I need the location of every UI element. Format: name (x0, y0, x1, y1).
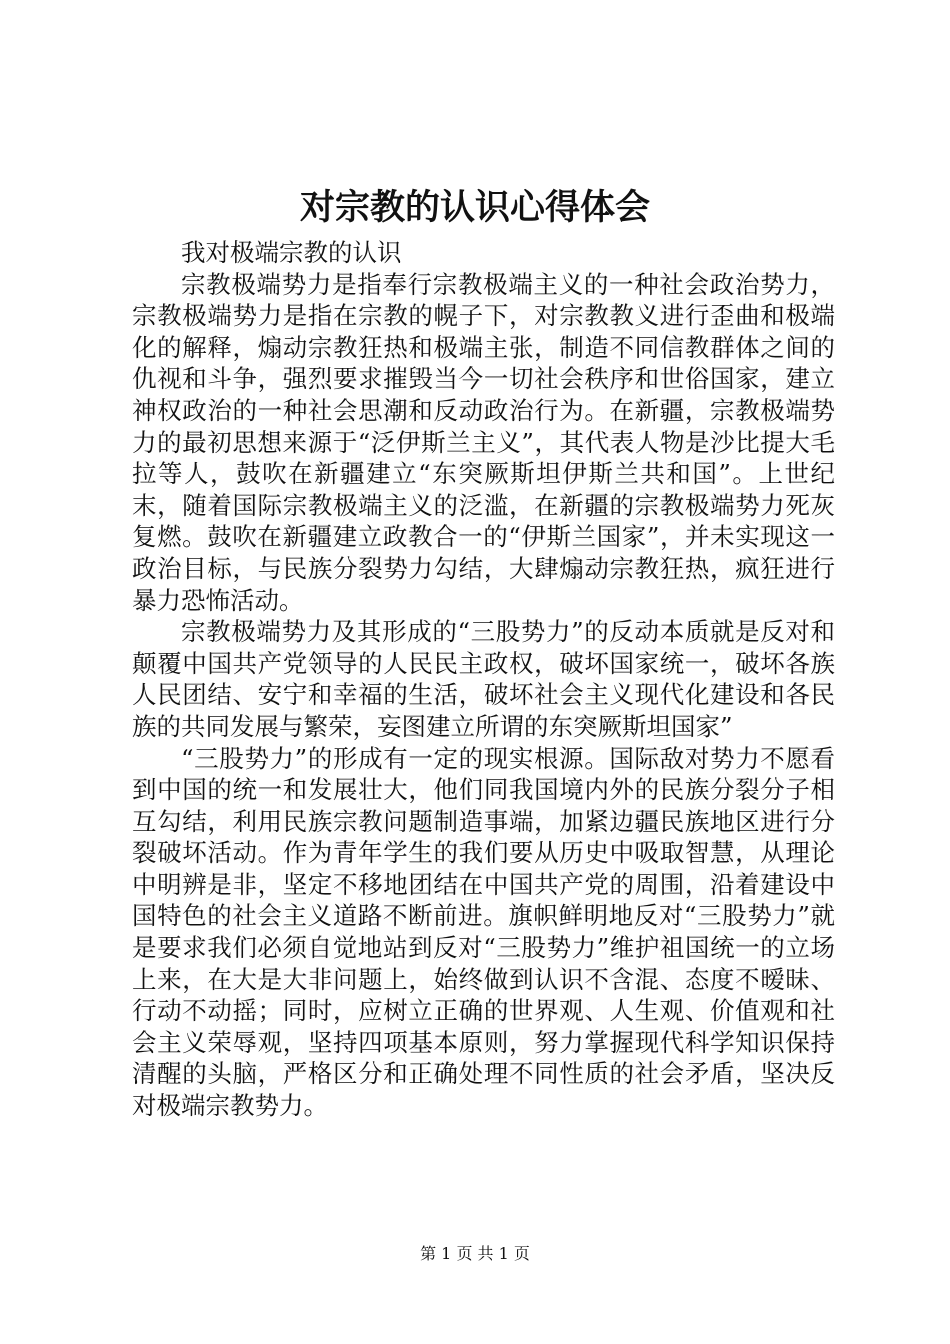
paragraph-subtitle: 我对极端宗教的认识 (181, 238, 402, 267)
page-footer: 第 1 页 共 1 页 (420, 1244, 530, 1263)
document-title: 对宗教的认识心得体会 (299, 187, 650, 228)
paragraph-nature: 宗教极端势力及其形成的“三股势力”的反动本质就是反对和颠覆中国共产党领导的人民民主政权，破坏国家统一，破坏各族人民团结、安宁和幸福的生活，破坏社会主义现代化建设和各民族的共同发展与繁荣，妄图建立所谓的东突厥斯坦国家” (132, 617, 835, 741)
paragraph-definition: 宗教极端势力是指奉行宗教极端主义的一种社会政治势力，宗教极端势力是指在宗教的幌子下，对宗教教义进行歪曲和极端化的解释，煽动宗教狂热和极端主张，制造不同信教群体之间的仇视和斗争，强烈要求摧毁当今一切社会秩序和世俗国家，建立神权政治的一种社会思潮和反动政治行为。在新疆，宗教极端势力的最初思想来源于“泛伊斯兰主义”，其代表人物是沙比提大毛拉等人，鼓吹在新疆建立“东突厥斯坦伊斯兰共和国”。上世纪末，随着国际宗教极端主义的泛滥，在新疆的宗教极端势力死灰复燃。鼓吹在新疆建立政教合一的“伊斯兰国家”，并未实现这一政治目标，与民族分裂势力勾结，大肆煽动宗教狂热，疯狂进行暴力恐怖活动。 (132, 269, 835, 615)
paragraph-roots: “三股势力”的形成有一定的现实根源。国际敌对势力不愿看到中国的统一和发展壮大，他们同我国境内外的民族分裂分子相互勾结，利用民族宗教问题制造事端，加紧边疆民族地区进行分裂破坏活动。作为青年学生的我们要从历史中吸取智慧，从理论中明辨是非，坚定不移地团结在中国共产党的周围，沿着建设中国特色的社会主义道路不断前进。旗帜鲜明地反对“三股势力”就是要求我们必须自觉地站到反对“三股势力”维护祖国统一的立场上来，在大是大非问题上，始终做到认识不含混、态度不暧昧、行动不动摇；同时，应树立正确的世界观、人生观、价值观和社会主义荣辱观，坚持四项基本原则，努力掌握现代科学知识保持清醒的头脑，严格区分和正确处理不同性质的社会矛盾，坚决反对极端宗教势力。 (132, 743, 835, 1121)
document-body (132, 237, 835, 1122)
